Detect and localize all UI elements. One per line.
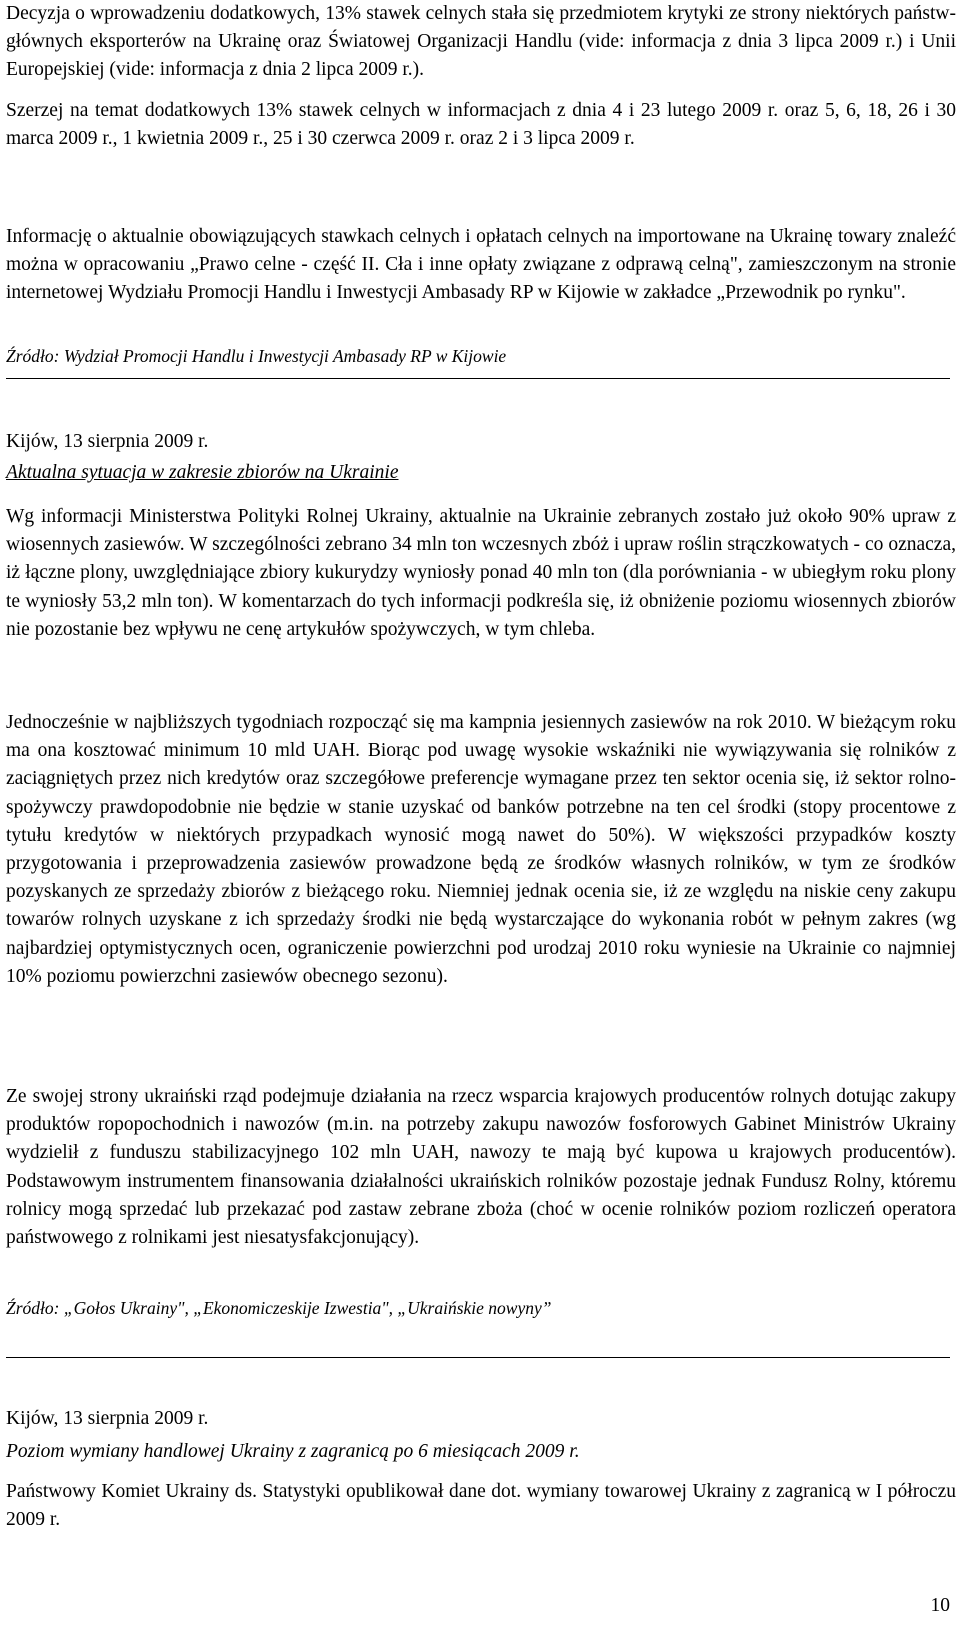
section3-paragraph-1: Państwowy Komiet Ukrainy ds. Statystyki opublikował dane dot. wymiany towarowej Ukrainy z zagranicą w I półroczu 2009 r.	[6, 1481, 956, 1531]
section2-paragraph-2: Jednocześnie w najbliższych tygodniach rozpocząć się ma kampnia jesiennych zasiewów na rok 2010. W bieżącym roku ma ona kosztować minimum 10 mld UAH. Biorąc pod uwagę wysokie wskaźniki nie wywiązywania się rolników z zaciągniętych przez nich kredytów oraz szczegółowe preferencje wymagane przez ten sektor ocenia się, iż sektor rolno-spożywczy prawdopodobnie nie będzie w stanie uzyskać od banków potrzebne na ten cel środki (stopy procentowe z tytułu kredytów w niektórych przypadkach wynosić mogą nawet do 50%). W większości przypadków koszty przygotowania i przeprowadzenia zasiewów prowadzone będą ze środków własnych rolników, w tym ze środków pozyskanych ze sprzedaży zbiorów z bieżącego roku. Niemniej jednak ocenia sie, iż ze względu na niskie ceny zakupu towarów rolnych uzyskane z ich sprzedaży środki nie będą wystarczające do wykonania robót w pełnym zakres (wg najbardziej optymistycznych ocen, ograniczenie powierzchni pod urodzaj 2010 roku wyniesie na Ukrainie co najmniej 10% poziomu powierzchni zasiewów obecnego sezonu).	[6, 712, 956, 987]
section3-title: Poziom wymiany handlowej Ukrainy z zagranicą po 6 miesiącach 2009 r.	[6, 1441, 580, 1462]
section-divider-bottom	[6, 1357, 950, 1358]
section2-title: Aktualna sytuacja w zakresie zbiorów na Ukrainie	[6, 462, 399, 483]
section1-paragraph-1: Decyzja o wprowadzeniu dodatkowych, 13% stawek celnych stała się przedmiotem krytyki ze strony niektórych państw-głównych eksporterów na Ukrainę oraz Światowej Organizacji Handlu (vide: informacja z dnia 3 lipca 2009 r.) i Unii Europejskiej (vide: informacja z dnia 2 lipca 2009 r.).	[6, 3, 956, 81]
section1-paragraph-2: Szerzej na temat dodatkowych 13% stawek celnych w informacjach z dnia 4 i 23 lutego 2009 r. oraz 5, 6, 18, 26 i 30 marca 2009 r., 1 kwietnia 2009 r., 25 i 30 czerwca 2009 r. oraz 2 i 3 lipca 2009 r.	[6, 100, 956, 150]
section2-date: Kijów, 13 sierpnia 2009 r.	[6, 431, 209, 452]
section3-date: Kijów, 13 sierpnia 2009 r.	[6, 1408, 209, 1429]
section1-source: Źródło: Wydział Promocji Handlu i Inwestycji Ambasady RP w Kijowie	[6, 346, 507, 366]
section2-source: Źródło: „Gołos Ukrainy", „Ekonomiczeskije Izwestia", „Ukraińskie nowyny”	[6, 1298, 552, 1318]
section-divider-top	[6, 378, 950, 379]
section2-paragraph-3: Ze swojej strony ukraiński rząd podejmuje działania na rzecz wsparcia krajowych producentów rolnych dotując zakupy produktów ropopochodnich i nawozów (m.in. na potrzeby zakupu nawozów fosforowych Gabinet Ministrów Ukrainy wydzielił z funduszu stabilizacyjnego 102 mln UAH, nawozy te mają być kupowa u krajowych producentów). Podstawowym instrumentem finansowania działalności ukraińskich rolników pozostaje jednak Fundusz Rolny, któremu rolnicy mogą sprzedać lub przekazać pod zastaw zebrane zboża (choć w ocenie rolników poziom rozliczeń operatora państwowego z rolnikami jest niesatysfakcjonujący).	[6, 1086, 956, 1249]
page-number: 10	[930, 1595, 950, 1616]
section1-paragraph-3: Informację o aktualnie obowiązujących stawkach celnych i opłatach celnych na importowane na Ukrainę towary znaleźć można w opracowaniu „Prawo celne - część II. Cła i inne opłaty związane z odprawą celną", zamieszczonym na stronie internetowej Wydziału Promocji Handlu i Inwestycji Ambasady RP w Kijowie w zakładce „Przewodnik po rynku".	[6, 226, 956, 304]
section2-paragraph-1: Wg informacji Ministerstwa Polityki Rolnej Ukrainy, aktualnie na Ukrainie zebranych zostało już około 90% upraw z wiosennych zasiewów. W szczególności zebrano 34 mln ton wczesnych zbóż i upraw roślin strączkowatych - co oznacza, iż łączne plony, uwzględniające zbiory kukurydzy wyniosły ponad 40 mln ton (dla porówniania - w ubiegłym roku plony te wyniosły 53,2 mln ton). W komentarzach do tych informacji podkreśla się, iż obniżenie poziomu wiosennych zbiorów nie pozostanie bez wpływu ne cenę artykułów spożywczych, w tym chleba.	[6, 506, 956, 640]
